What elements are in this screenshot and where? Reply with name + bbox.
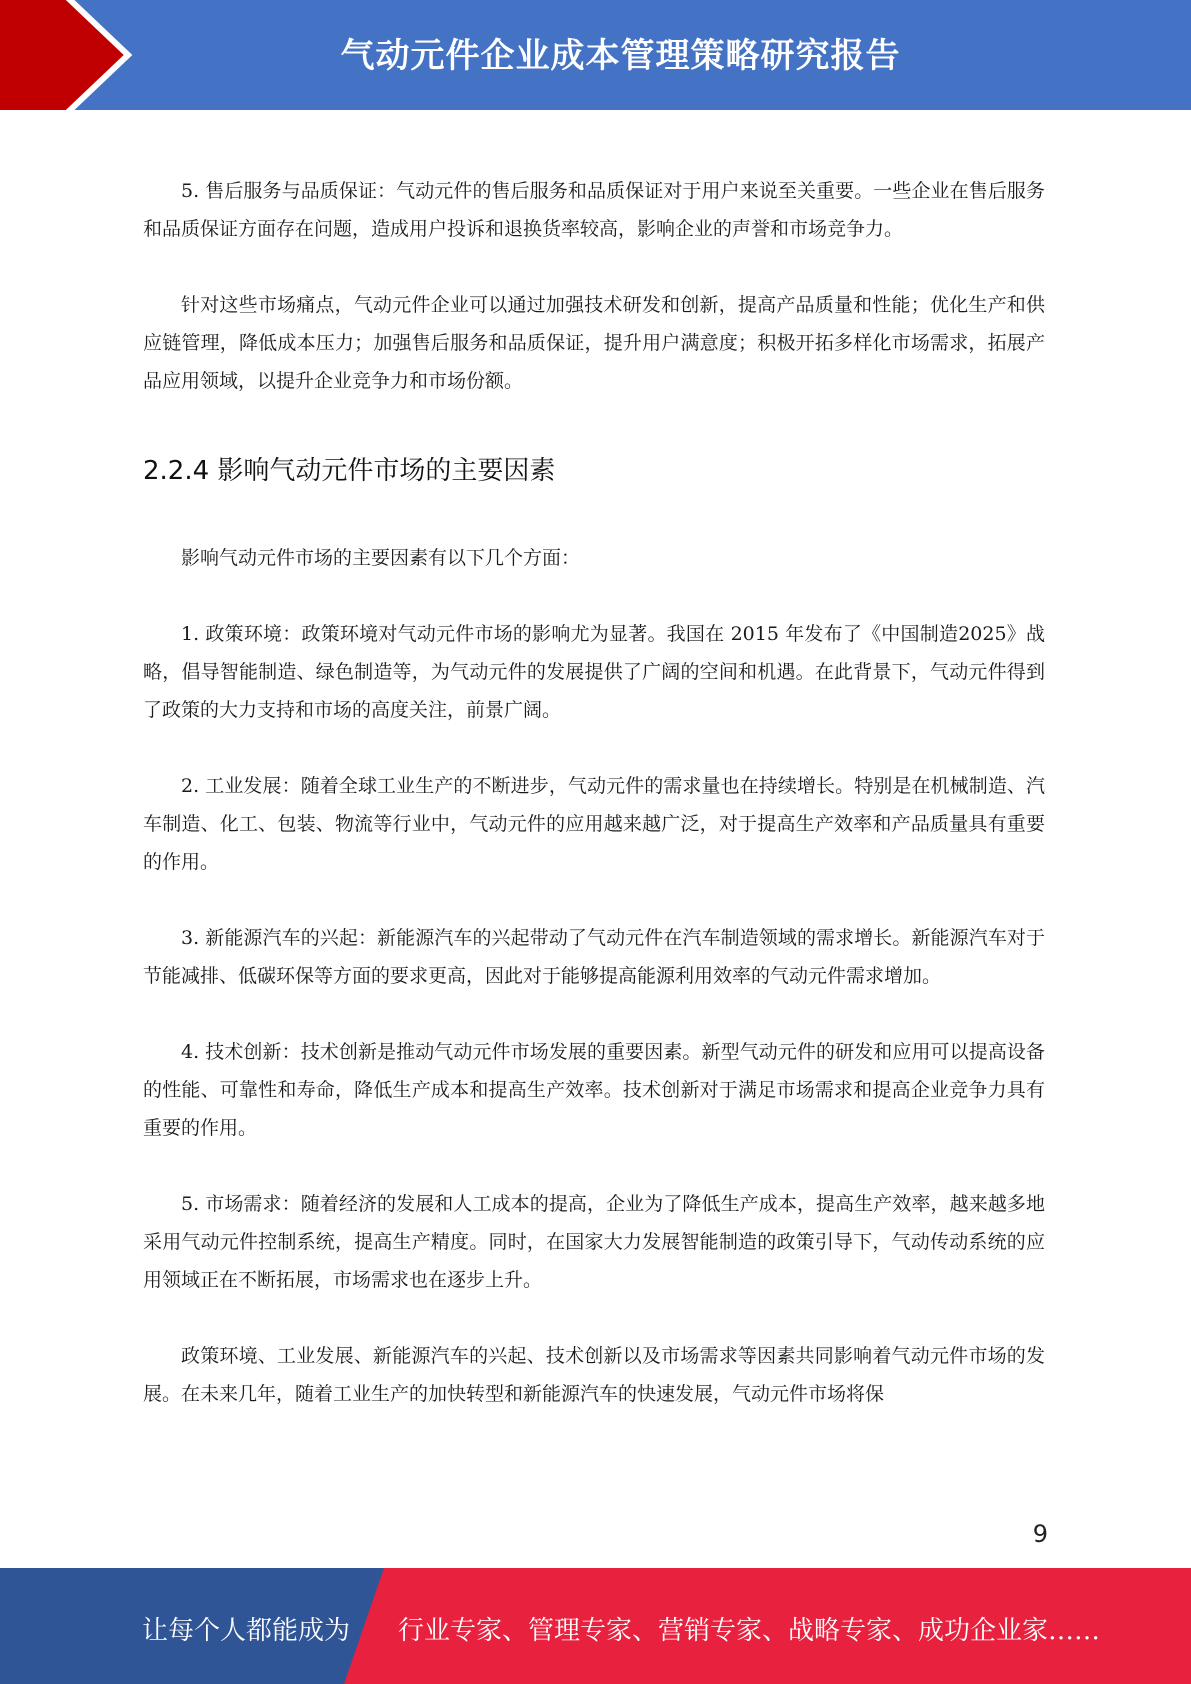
header-banner <box>0 0 1191 110</box>
paragraph: 5. 售后服务与品质保证：气动元件的售后服务和品质保证对于用户来说至关重要。一些企业在售后服务和品质保证方面存在问题，造成用户投诉和退换货率较高，影响企业的声誉和市场竞争力。 <box>143 180 1045 240</box>
paragraph: 影响气动元件市场的主要因素有以下几个方面： <box>181 547 581 569</box>
paragraph: 针对这些市场痛点，气动元件企业可以通过加强技术研发和创新，提高产品质量和性能；优化生产和供应链管理，降低成本压力；加强售后服务和品质保证，提升用户满意度；积极开拓多样化市场需求，拓展产品应用领域，以提升企业竞争力和市场份额。 <box>143 294 1045 392</box>
footer-banner <box>0 1568 1191 1684</box>
paragraph: 3. 新能源汽车的兴起：新能源汽车的兴起带动了气动元件在汽车制造领域的需求增长。新能源汽车对于节能减排、低碳环保等方面的要求更高，因此对于能够提高能源利用效率的气动元件需求增加。 <box>143 927 1045 987</box>
paragraph: 5. 市场需求：随着经济的发展和人工成本的提高，企业为了降低生产成本，提高生产效率，越来越多地采用气动元件控制系统，提高生产精度。同时，在国家大力发展智能制造的政策引导下，气动传动系统的应用领域正在不断拓展，市场需求也在逐步上升。 <box>143 1193 1045 1291</box>
paragraph: 4. 技术创新：技术创新是推动气动元件市场发展的重要因素。新型气动元件的研发和应用可以提高设备的性能、可靠性和寿命，降低生产成本和提高生产效率。技术创新对于满足市场需求和提高企业竞争力具有重要的作用。 <box>143 1041 1045 1139</box>
paragraph: 政策环境、工业发展、新能源汽车的兴起、技术创新以及市场需求等因素共同影响着气动元件市场的发展。在未来几年，随着工业生产的加快转型和新能源汽车的快速发展，气动元件市场将保 <box>143 1345 1045 1405</box>
chevron-decoration-icon <box>0 0 155 110</box>
report-title: 气动元件企业成本管理策略研究报告 <box>340 36 901 76</box>
page-body <box>143 172 1045 1413</box>
footer-slogan-right: 行业专家、管理专家、营销专家、战略专家、成功企业家…… <box>398 1616 1101 1646</box>
footer-slogan-left: 让每个人都能成为 <box>142 1616 351 1646</box>
paragraph: 1. 政策环境：政策环境对气动元件市场的影响尤为显著。我国在 2015 年发布了《中国制造2025》战略，倡导智能制造、绿色制造等，为气动元件的发展提供了广阔的空间和机遇。在此背景下，气动元件得到了政策的大力支持和市场的高度关注，前景广阔。 <box>143 623 1045 721</box>
paragraph: 2. 工业发展：随着全球工业生产的不断进步，气动元件的需求量也在持续增长。特别是在机械制造、汽车制造、化工、包装、物流等行业中，气动元件的应用越来越广泛，对于提高生产效率和产品质量具有重要的作用。 <box>143 775 1045 873</box>
page-number: 9 <box>1032 1520 1048 1548</box>
section-heading: 2.2.4 影响气动元件市场的主要因素 <box>143 456 556 486</box>
